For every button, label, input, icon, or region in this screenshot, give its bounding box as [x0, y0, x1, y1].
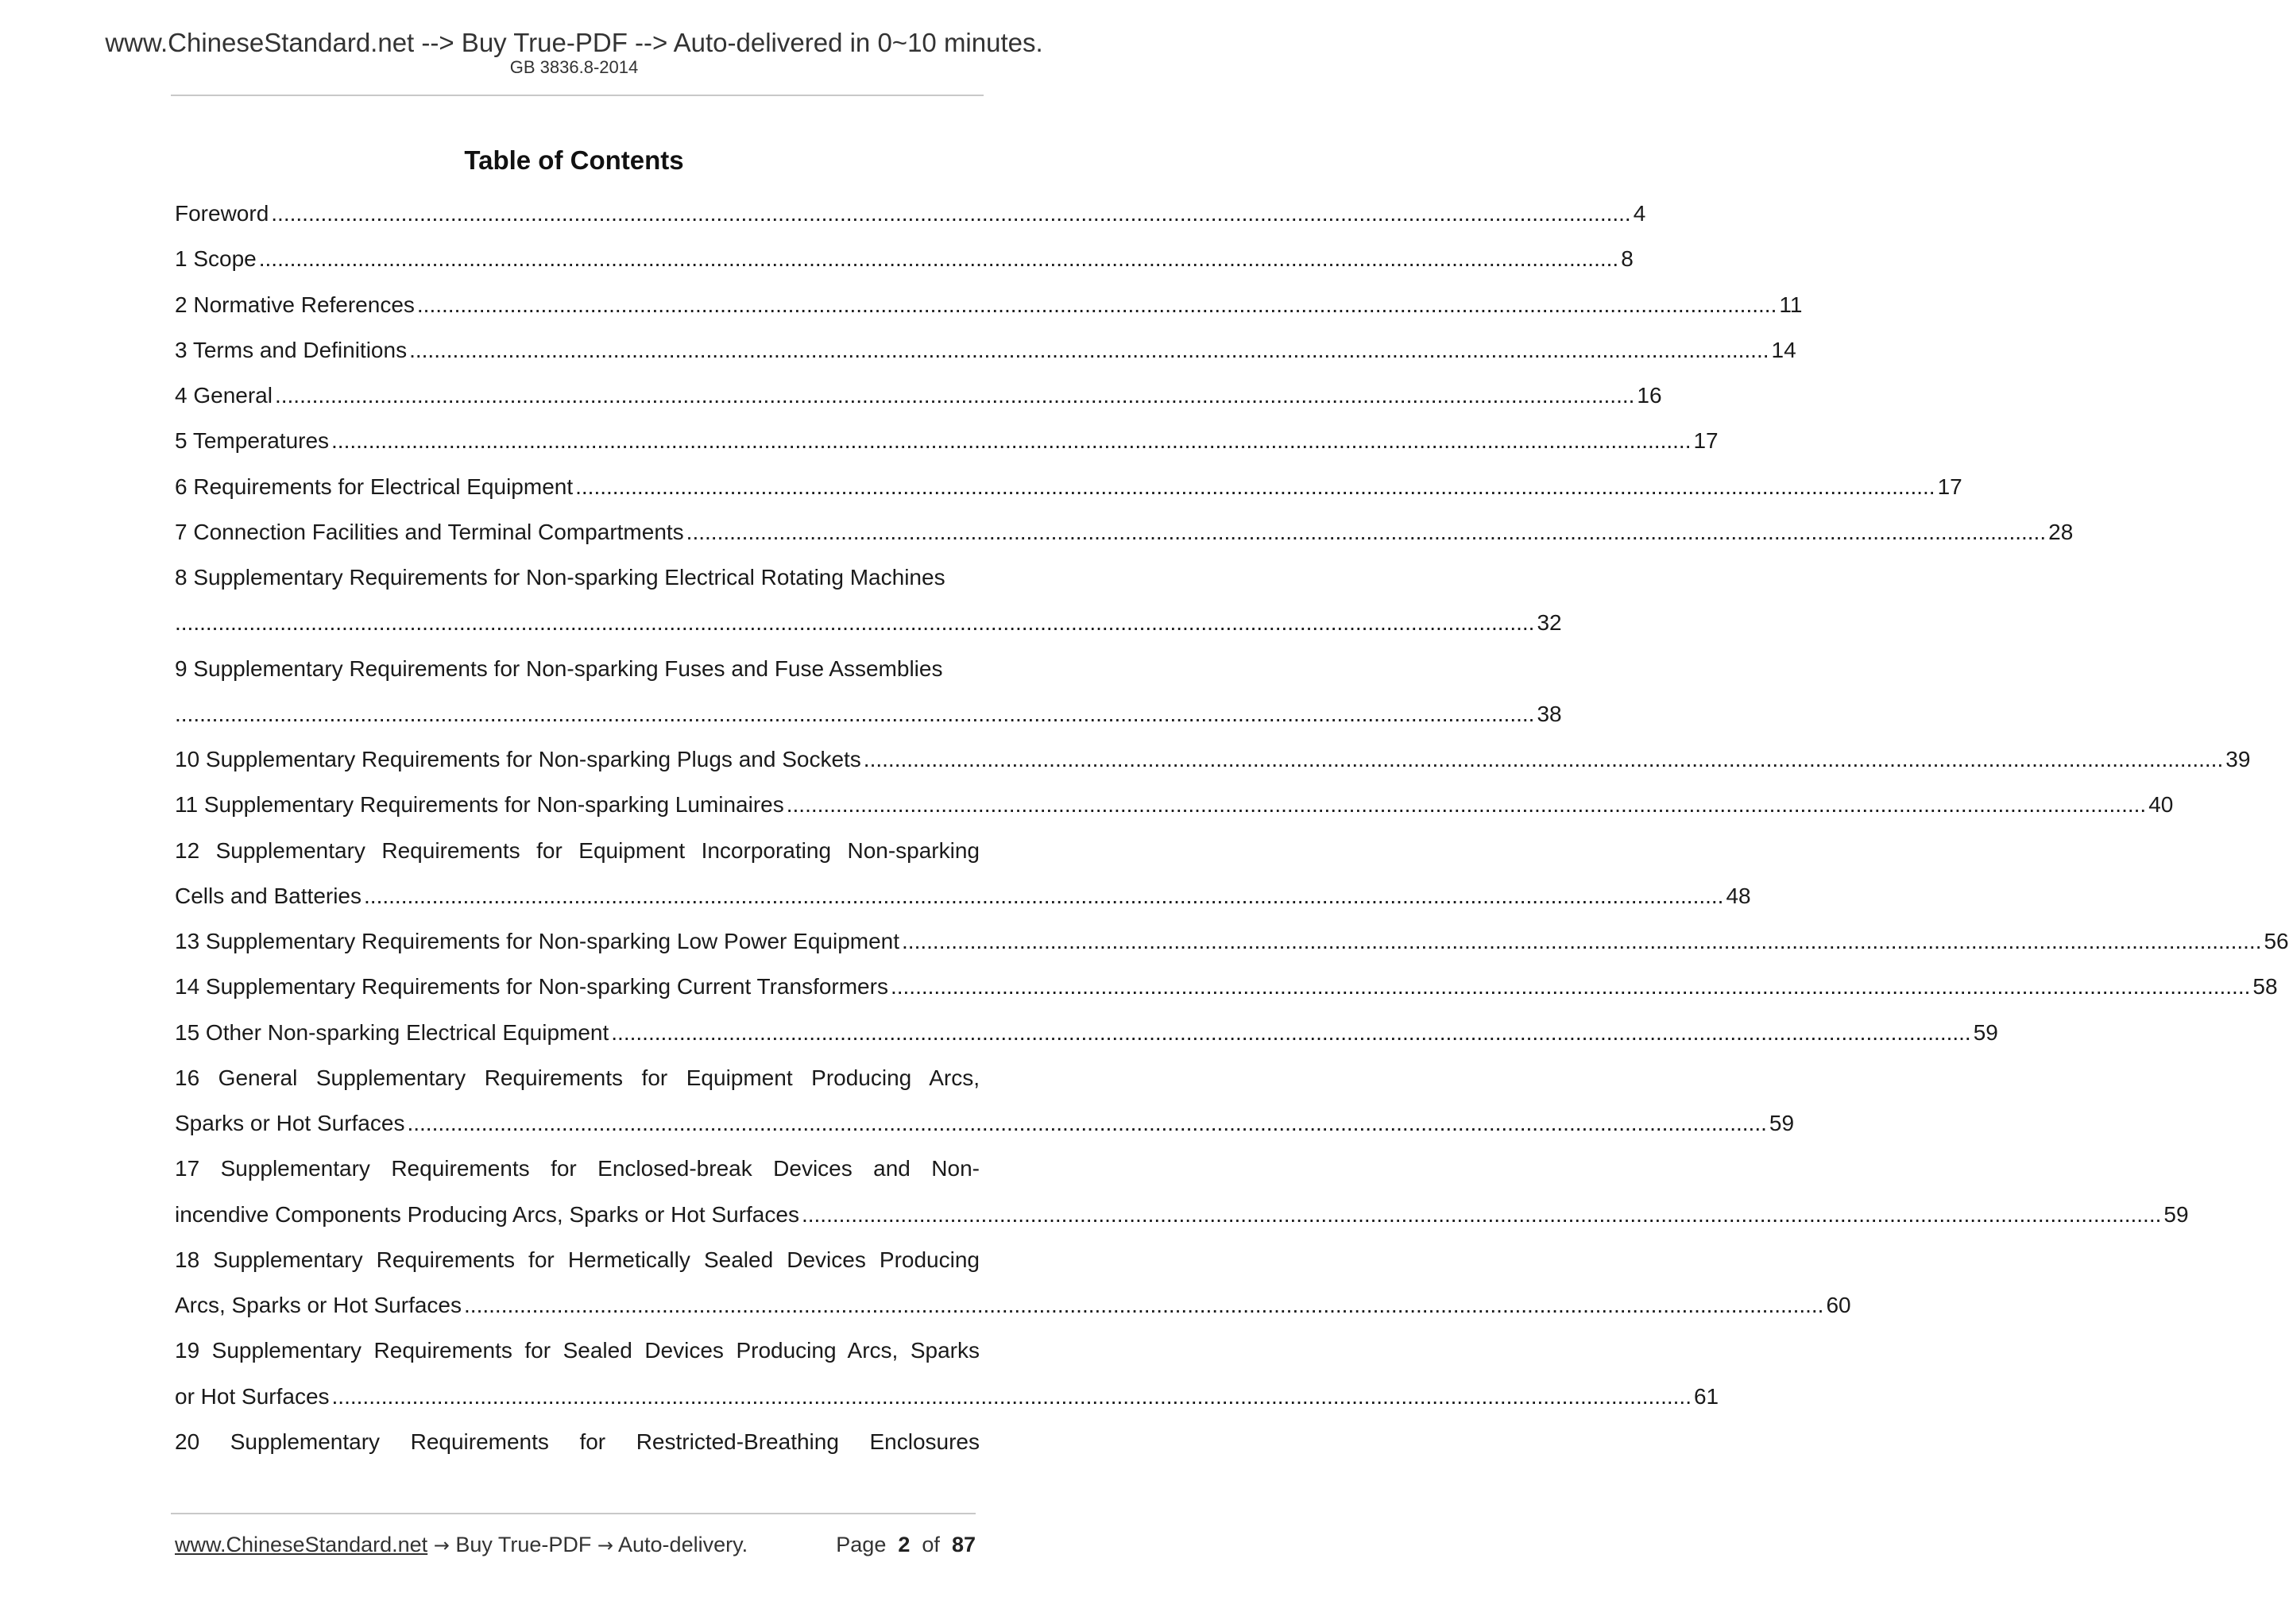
toc-entry-plugs-sockets[interactable]: [175, 741, 2251, 787]
dot-leader: ............................................................................................................................................................................................................................: [258, 246, 1619, 272]
toc-entry-title-continued: or Hot Surfaces: [175, 1383, 330, 1409]
table-of-contents: [175, 195, 2289, 1469]
toc-entry-restricted-breathing[interactable]: [175, 1424, 980, 1469]
toc-entry-cells-batteries[interactable]: [175, 833, 980, 878]
toc-entry-page: 8: [1621, 246, 1634, 272]
arrow-icon: →: [597, 1534, 613, 1556]
toc-entry-page: 40: [2148, 792, 2174, 818]
toc-entry-low-power[interactable]: [175, 923, 2289, 969]
standard-code: GB 3836.8-2014: [509, 57, 639, 77]
toc-entry-sealed-devices-page-line[interactable]: [175, 1378, 1719, 1424]
toc-entry-terms-definitions[interactable]: [175, 332, 1796, 377]
toc-entry-title: 15 Other Non-sparking Electrical Equipment: [175, 1019, 609, 1045]
toc-entry-page: 17: [1693, 428, 1719, 454]
toc-entry-page: 58: [2252, 974, 2278, 1000]
toc-entry-cells-batteries-page-line[interactable]: [175, 878, 1751, 923]
dot-leader: ............................................................................................................................................................................................................................: [175, 701, 1535, 726]
toc-entry-title: 7 Connection Facilities and Terminal Compartments: [175, 519, 684, 544]
dot-leader: ............................................................................................................................................................................................................................: [786, 792, 2147, 818]
toc-entry-title: 6 Requirements for Electrical Equipment: [175, 474, 574, 499]
page-label: Page: [836, 1533, 887, 1556]
toc-entry-title: 16 General Supplementary Requirements for Equipment Producing Arcs,: [175, 1065, 980, 1090]
toc-entry-page: 48: [1726, 883, 1751, 908]
page-number: [836, 1530, 976, 1559]
toc-entry-page: 11: [1779, 292, 1803, 317]
toc-entry-enclosed-break[interactable]: [175, 1150, 980, 1196]
website-link[interactable]: www.ChineseStandard.net: [175, 1533, 428, 1556]
dot-leader: ............................................................................................................................................................................................................................: [890, 974, 2251, 1000]
toc-entry-current-transformers[interactable]: [175, 969, 2278, 1014]
top-banner: www.ChineseStandard.net --> Buy True-PDF --> Auto-delivered in 0~10 minutes.: [105, 28, 1043, 57]
toc-entry-title: 14 Supplementary Requirements for Non-sparking Current Transformers: [175, 974, 888, 1000]
toc-entry-title: 11 Supplementary Requirements for Non-sparking Luminaires: [175, 792, 784, 818]
toc-entry-temperatures[interactable]: [175, 423, 1719, 468]
toc-entry-page: 38: [1537, 701, 1562, 726]
dot-leader: ............................................................................................................................................................................................................................: [331, 428, 1692, 454]
toc-entry-page: 4: [1633, 201, 1646, 226]
toc-entry-sealed-devices[interactable]: [175, 1332, 980, 1378]
toc-entry-luminaires[interactable]: [175, 787, 2174, 832]
toc-entry-page: 60: [1826, 1293, 1851, 1317]
toc-entry-page: 56: [2264, 929, 2289, 953]
toc-entry-page: 61: [1693, 1383, 1719, 1409]
toc-entry-title-continued: Arcs, Sparks or Hot Surfaces: [175, 1293, 462, 1317]
toc-entry-normative-references[interactable]: [175, 287, 1803, 332]
dot-leader: ............................................................................................................................................................................................................................: [175, 610, 1535, 636]
toc-entry-rotating-machines-page-line[interactable]: [175, 605, 1562, 650]
footer-left: [175, 1530, 748, 1560]
toc-entry-title-continued: Cells and Batteries: [175, 883, 362, 908]
page-footer: [175, 1530, 976, 1559]
dot-leader: ............................................................................................................................................................................................................................: [801, 1201, 2162, 1227]
toc-entry-title: 1 Scope: [175, 246, 257, 272]
arrow-icon: →: [433, 1534, 450, 1556]
toc-entry-page: 59: [1769, 1111, 1795, 1135]
toc-entry-page: 17: [1937, 474, 1962, 499]
page-title: Table of Contents: [464, 145, 684, 175]
page-current: 2: [898, 1533, 911, 1556]
header-divider: [171, 95, 984, 96]
page-total: 87: [951, 1533, 976, 1556]
toc-entry-title: 17 Supplementary Requirements for Enclosed-break Devices and Non-: [175, 1156, 980, 1181]
toc-entry-title: 12 Supplementary Requirements for Equipment Incorporating Non-sparking: [175, 837, 980, 863]
toc-entry-fuses[interactable]: [175, 651, 980, 696]
footer-divider: [171, 1513, 976, 1514]
dot-leader: ............................................................................................................................................................................................................................: [686, 519, 2047, 544]
toc-entry-page: 16: [1637, 383, 1662, 408]
toc-entry-page: 39: [2225, 747, 2251, 771]
toc-entry-title: 9 Supplementary Requirements for Non-sparking Fuses and Fuse Assemblies: [175, 655, 943, 681]
toc-entry-general-arcs[interactable]: [175, 1060, 980, 1105]
toc-entry-rotating-machines[interactable]: [175, 559, 980, 605]
toc-entry-enclosed-break-page-line[interactable]: [175, 1197, 2189, 1242]
auto-delivery-text: Auto-delivery.: [618, 1533, 748, 1556]
page-of-label: of: [922, 1533, 940, 1556]
toc-entry-page: 59: [1973, 1019, 1998, 1045]
dot-leader: ............................................................................................................................................................................................................................: [364, 883, 1724, 908]
toc-entry-general[interactable]: [175, 377, 1662, 423]
toc-entry-title: 8 Supplementary Requirements for Non-sparking Electrical Rotating Machines: [175, 565, 945, 590]
toc-entry-page: 32: [1537, 610, 1562, 636]
toc-entry-other-equipment[interactable]: [175, 1015, 1998, 1060]
dot-leader: ............................................................................................................................................................................................................................: [409, 337, 1769, 362]
toc-entry-hermetically-sealed-page-line[interactable]: [175, 1287, 1851, 1332]
toc-entry-title-continued: Sparks or Hot Surfaces: [175, 1111, 405, 1135]
toc-entry-scope[interactable]: [175, 241, 1634, 286]
dot-leader: ............................................................................................................................................................................................................................: [271, 201, 1631, 226]
toc-entry-page: 59: [2163, 1201, 2189, 1227]
toc-entry-title: 20 Supplementary Requirements for Restricted-Breathing Enclosures: [175, 1429, 980, 1454]
toc-entry-fuses-page-line[interactable]: [175, 696, 1562, 741]
toc-entry-page: 14: [1771, 337, 1796, 362]
toc-entry-title: 2 Normative References: [175, 292, 415, 317]
toc-entry-page: 28: [2048, 519, 2074, 544]
toc-entry-title: 19 Supplementary Requirements for Sealed Devices Producing Arcs, Sparks: [175, 1338, 980, 1363]
toc-entry-title: 13 Supplementary Requirements for Non-sparking Low Power Equipment: [175, 929, 900, 953]
dot-leader: ............................................................................................................................................................................................................................: [575, 474, 1935, 499]
dot-leader: ............................................................................................................................................................................................................................: [902, 929, 2262, 953]
toc-entry-electrical-equipment[interactable]: [175, 469, 1962, 514]
toc-entry-hermetically-sealed[interactable]: [175, 1242, 980, 1287]
toc-entry-title: 4 General: [175, 383, 273, 408]
toc-entry-title-continued: incendive Components Producing Arcs, Sparks or Hot Surfaces: [175, 1201, 799, 1227]
dot-leader: ............................................................................................................................................................................................................................: [464, 1293, 1824, 1317]
toc-entry-connection-facilities[interactable]: [175, 514, 2074, 559]
dot-leader: ............................................................................................................................................................................................................................: [274, 383, 1635, 408]
dot-leader: ............................................................................................................................................................................................................................: [416, 292, 1777, 317]
dot-leader: ............................................................................................................................................................................................................................: [863, 747, 2224, 771]
dot-leader: ............................................................................................................................................................................................................................: [407, 1111, 1767, 1135]
buy-pdf-text: Buy True-PDF: [455, 1533, 592, 1556]
toc-entry-foreword[interactable]: [175, 195, 1646, 241]
toc-entry-title: 10 Supplementary Requirements for Non-sparking Plugs and Sockets: [175, 747, 861, 771]
toc-entry-general-arcs-page-line[interactable]: [175, 1105, 1795, 1150]
toc-entry-title: 18 Supplementary Requirements for Hermetically Sealed Devices Producing: [175, 1247, 980, 1272]
toc-entry-title: 5 Temperatures: [175, 428, 330, 454]
toc-entry-title: 3 Terms and Definitions: [175, 337, 408, 362]
dot-leader: ............................................................................................................................................................................................................................: [331, 1383, 1692, 1409]
toc-entry-title: Foreword: [175, 201, 269, 226]
dot-leader: ............................................................................................................................................................................................................................: [611, 1019, 1971, 1045]
